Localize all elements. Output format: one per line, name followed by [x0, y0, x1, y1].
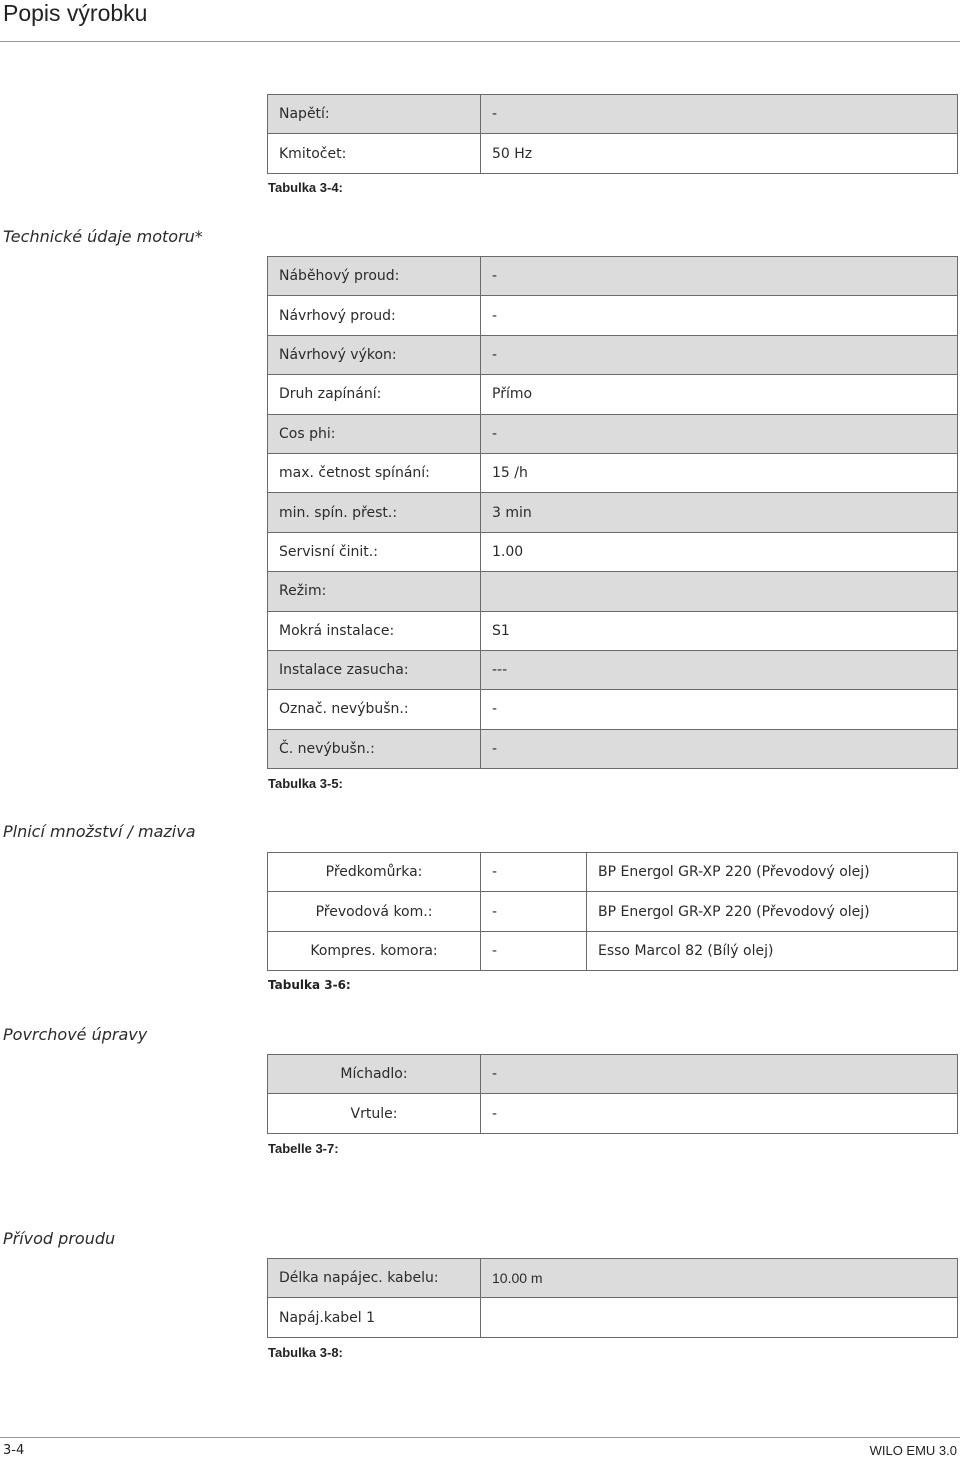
row-label: Míchadlo:	[268, 1055, 481, 1094]
table-row	[268, 533, 958, 572]
table-row	[268, 1055, 958, 1094]
row-label: Mokrá instalace:	[268, 612, 481, 651]
table-row	[268, 375, 958, 414]
section-heading-power: Přívod proudu	[3, 1229, 116, 1248]
table-row	[268, 336, 958, 375]
row-amount: -	[481, 932, 587, 971]
page-number: 3-4	[3, 1443, 25, 1458]
row-label: Kmitočet:	[268, 134, 481, 173]
header-rule	[0, 41, 960, 42]
row-value: S1	[481, 612, 958, 651]
table-3-7	[267, 1054, 958, 1134]
row-amount: -	[481, 892, 587, 931]
row-label: Kompres. komora:	[268, 932, 481, 971]
row-label: Cos phi:	[268, 415, 481, 454]
row-label: Napětí:	[268, 95, 481, 134]
row-lubricant: BP Energol GR-XP 220 (Převodový olej)	[587, 853, 958, 892]
row-value: -	[481, 1094, 958, 1133]
section-heading-surface: Povrchové úpravy	[3, 1025, 148, 1044]
table-3-8	[267, 1258, 958, 1338]
row-label: Režim:	[268, 572, 481, 611]
footer-rule	[0, 1437, 960, 1438]
row-label: min. spín. přest.:	[268, 493, 481, 532]
row-label: Náběhový proud:	[268, 257, 481, 296]
row-label: Předkomůrka:	[268, 853, 481, 892]
row-value: 15 /h	[481, 454, 958, 493]
row-value: 50 Hz	[481, 134, 958, 173]
row-value	[481, 1298, 958, 1337]
table-caption: Tabulka 3-6:	[268, 978, 351, 992]
table-row	[268, 853, 958, 892]
row-value: -	[481, 296, 958, 335]
table-row	[268, 95, 958, 134]
row-value	[481, 572, 958, 611]
row-label: Servisní činit.:	[268, 533, 481, 572]
row-value: -	[481, 1055, 958, 1094]
table-row	[268, 612, 958, 651]
row-label: max. četnost spínání:	[268, 454, 481, 493]
table-row	[268, 651, 958, 690]
table-row	[268, 415, 958, 454]
table-caption: Tabulka 3-8:	[268, 1345, 343, 1360]
table-row	[268, 454, 958, 493]
document-name: WILO EMU 3.0	[869, 1443, 957, 1458]
row-label: Označ. nevýbušn.:	[268, 690, 481, 729]
section-heading-motor: Technické údaje motoru*	[3, 227, 203, 246]
row-lubricant: Esso Marcol 82 (Bílý olej)	[587, 932, 958, 971]
row-label: Návrhový výkon:	[268, 336, 481, 375]
row-value: 10.00 m	[481, 1259, 958, 1298]
row-label: Převodová kom.:	[268, 892, 481, 931]
table-row	[268, 1259, 958, 1298]
row-label: Délka napájec. kabelu:	[268, 1259, 481, 1298]
table-caption: Tabulka 3-5:	[268, 776, 343, 791]
table-row	[268, 730, 958, 769]
row-label: Napáj.kabel 1	[268, 1298, 481, 1337]
row-value: ---	[481, 651, 958, 690]
row-value: -	[481, 95, 958, 134]
row-label: Vrtule:	[268, 1094, 481, 1133]
table-caption: Tabelle 3-7:	[268, 1141, 339, 1156]
table-3-4	[267, 94, 958, 174]
row-value: -	[481, 730, 958, 769]
table-row	[268, 257, 958, 296]
page-title: Popis výrobku	[3, 0, 148, 26]
row-value: -	[481, 415, 958, 454]
table-row	[268, 296, 958, 335]
table-row	[268, 690, 958, 729]
row-amount: -	[481, 853, 587, 892]
row-value: 3 min	[481, 493, 958, 532]
row-label: Druh zapínání:	[268, 375, 481, 414]
table-row	[268, 134, 958, 173]
row-value: -	[481, 257, 958, 296]
row-label: Č. nevýbušn.:	[268, 730, 481, 769]
table-3-5	[267, 256, 958, 769]
table-row	[268, 572, 958, 611]
table-3-6	[267, 852, 958, 971]
row-value: 1.00	[481, 533, 958, 572]
row-lubricant: BP Energol GR-XP 220 (Převodový olej)	[587, 892, 958, 931]
table-row	[268, 493, 958, 532]
row-value: Přímo	[481, 375, 958, 414]
row-label: Instalace zasucha:	[268, 651, 481, 690]
row-value: -	[481, 336, 958, 375]
table-row	[268, 1094, 958, 1133]
table-row	[268, 1298, 958, 1337]
section-heading-lubricants: Plnicí množství / maziva	[3, 822, 196, 841]
table-row	[268, 892, 958, 931]
row-label: Návrhový proud:	[268, 296, 481, 335]
table-caption: Tabulka 3-4:	[268, 180, 343, 195]
row-value: -	[481, 690, 958, 729]
table-row	[268, 932, 958, 971]
